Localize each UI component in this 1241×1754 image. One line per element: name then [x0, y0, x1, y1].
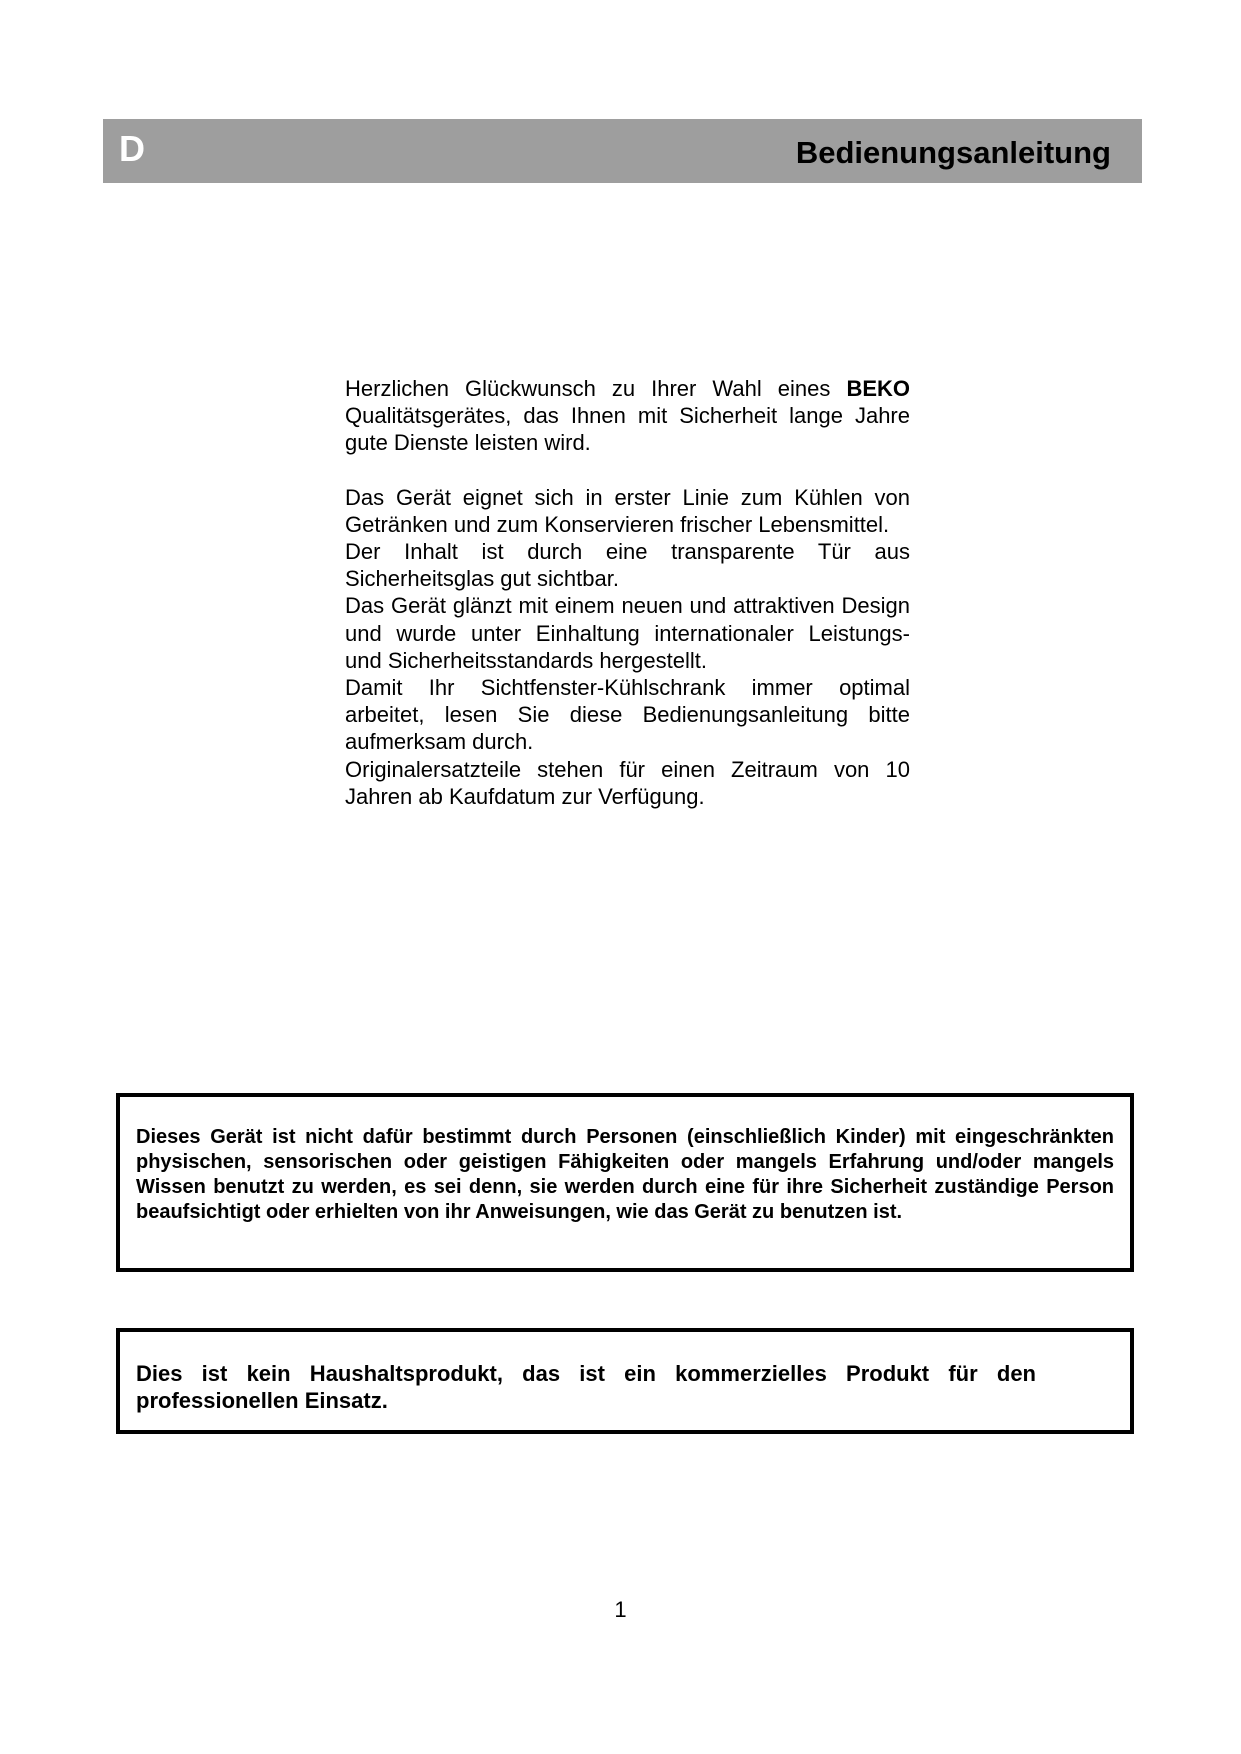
greeting-prefix: Herzlichen Glückwunsch zu Ihrer Wahl eines: [345, 376, 831, 401]
intro-paragraph: Das Gerät eignet sich in erster Linie zum Kühlen von Getränken und zum Konservieren frischer Lebensmittel.: [345, 484, 910, 537]
intro-paragraph: Damit Ihr Sichtfenster-Kühlschrank immer optimal arbeitet, lesen Sie diese Bedienungsanleitung bitte aufmerksam durch.: [345, 675, 910, 755]
greeting-suffix: Qualitätsgerätes, das Ihnen mit Sicherheit lange Jahre gute Dienste leisten wird.: [345, 403, 910, 456]
intro-text: [345, 375, 910, 810]
safety-notice-text: Dieses Gerät ist nicht dafür bestimmt durch Personen (einschließlich Kinder) mit eingeschränkten physischen, sensorischen oder geistigen Fähigkeiten oder mangels Erfahrung und/oder mangels Wissen benutzt zu werden, es sei denn, sie werden durch eine für ihre Sicherheit zuständige Person beaufsichtigt oder erhielten von ihr Anweisungen, wie das Gerät zu benutzen ist.: [136, 1126, 1114, 1223]
commercial-notice-text: Dies ist kein Haushaltsprodukt, das ist ein kommerzielles Produkt für den professionellen Einsatz.: [136, 1361, 1036, 1413]
safety-notice-box: [116, 1093, 1134, 1272]
header-bar: [103, 119, 1142, 183]
intro-paragraph: Das Gerät glänzt mit einem neuen und attraktiven Design und wurde unter Einhaltung internationaler Leistungs- und Sicherheitsstandards hergestellt.: [345, 593, 910, 673]
intro-paragraph: Der Inhalt ist durch eine transparente Tür aus Sicherheitsglas gut sichtbar.: [345, 539, 910, 592]
brand-name: BEKO: [846, 376, 910, 401]
intro-greeting: [345, 375, 910, 457]
intro-paragraph: Originalersatzteile stehen für einen Zeitraum von 10 Jahren ab Kaufdatum zur Verfügung.: [345, 756, 910, 809]
page-number: 1: [614, 1597, 627, 1622]
commercial-notice-box: [116, 1328, 1134, 1434]
language-code: D: [119, 128, 145, 169]
page-title: Bedienungsanleitung: [795, 135, 1111, 170]
